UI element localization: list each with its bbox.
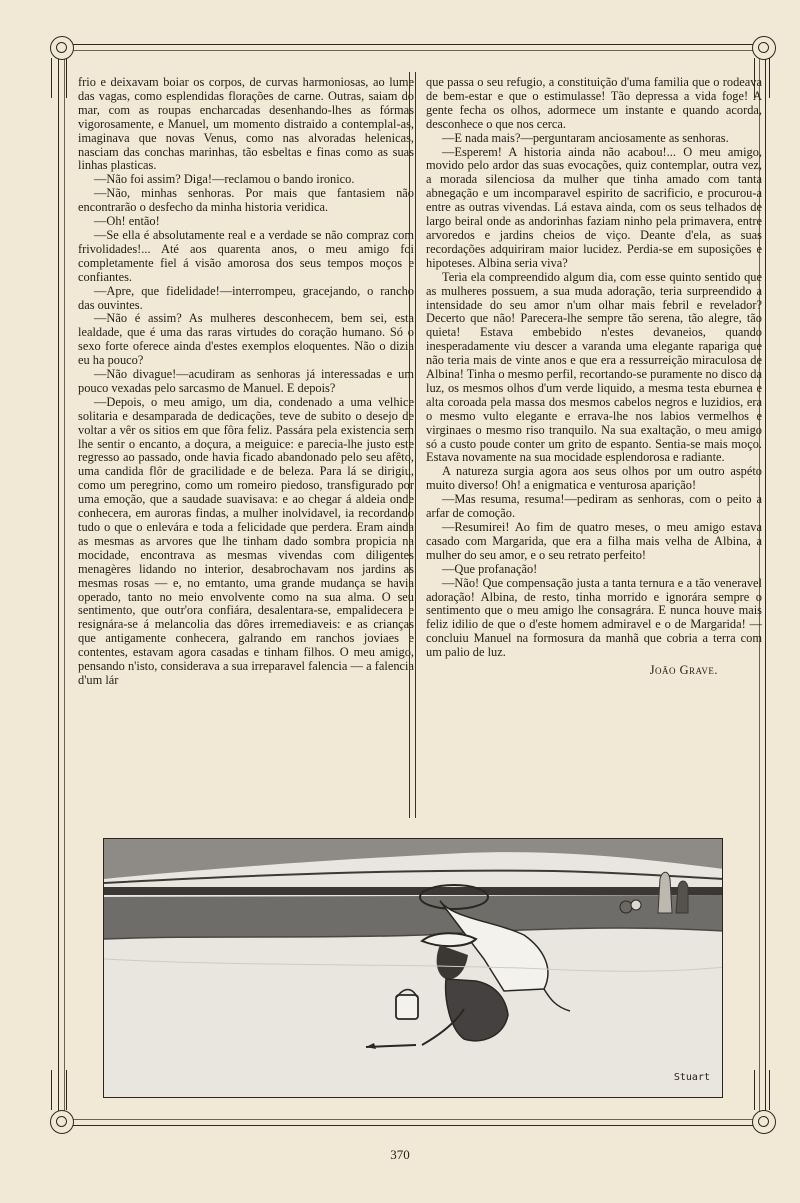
paragraph: —Não divague!—acudiram as senhoras já interessadas e um pouco vexadas pelo sarcasmo de Manuel. E depois? — [78, 367, 414, 395]
corner-ornament-top-right — [752, 36, 776, 60]
paragraph: —Resumirei! Ao fim de quatro meses, o meu amigo estava casado com Margarida, que era a filha mais velha de Albina, a mulher do seu amor, e o seu retrato perfeito! — [426, 520, 762, 562]
paragraph: —Não foi assim? Diga!—reclamou o bando ironico. — [94, 172, 355, 187]
paragraph: —Se ella é absolutamente real e a verdade se não compraz com frivolidades!... Até aos quarenta anos, o meu amigo foi completamente fiel á visão amorosa dos seus tempos moços e confiantes. — [78, 227, 414, 284]
side-ornament-left-top — [51, 58, 67, 98]
beach-scene-drawing — [104, 839, 723, 1098]
paragraph: —Que profanação! — [442, 561, 538, 576]
paragraph: —Apre, que fidelidade!—interrompeu, gracejando, o rancho das ouvintes. — [78, 283, 414, 312]
paragraph: —Oh! então! — [94, 214, 160, 229]
corner-ornament-bottom-right — [752, 1110, 776, 1134]
corner-ornament-bottom-left — [50, 1110, 74, 1134]
paragraph: —Não! Que compensação justa a tanta ternura e a tão veneravel adoração! Albina, de resto, tinha morrido e ignorára sempre o sentimento que o meu amigo lhe consagrára. E nunca houve mais feliz idilio de que o d'este homem admiravel e o de Margarida! — concluiu Manuel na formosura da manhã que cobria a terra com um palio de luz. — [426, 575, 762, 660]
artist-signature: Stuart — [673, 1072, 710, 1083]
article-left-column — [78, 76, 414, 688]
column-divider — [409, 72, 416, 818]
page-number: 370 — [390, 1147, 410, 1162]
paragraph: —Esperem! A historia ainda não acabou!... O meu amigo, movido pelo ardor das suas evocações, quiz contemplar, outra vez, a morada silenciosa da mulher que tinha amado com tanta abnegação e um incomparavel espirito de sacrificio, e procurou-a entre as outras vivendas. Lá estava ainda, com os seus telhados de largo beiral onde as andorinhas faziam ninho pela primavera, entre arvoredos e jardins cheios de viço. Deante d'ela, as suas recordações adquiriram maior lucidez. Perdia-se em suposições e hipoteses. Albina seria viva? — [426, 144, 762, 270]
beach-illustration — [103, 838, 723, 1098]
article-right-column — [426, 76, 762, 678]
paragraph: —Mas resuma, resuma!—pediram as senhoras, com o peito a arfar de comoção. — [426, 492, 762, 521]
corner-ornament-top-left — [50, 36, 74, 60]
paragraph: Teria ela compreendido algum dia, com esse quinto sentido que as mulheres possuem, a sua muda adoração, teria surpreendido a intensidade do seu amor n'um olhar mais febril e revelador? Decerto que não! Parecera-lhe sempre tão serena, tão alegre, tão quieta! Estava embebido n'estes devaneios, quando inesperadamente viu descer a varanda uma elegante rapariga que não teria mais de vinte anos e que era a ressurreição miraculosa de Albina! Tinha o mesmo perfil, recortando-se puramente no disco da luz, os mesmos olhos d'um verde liquido, a mesma testa eburnea e alta coroada pela massa dos mesmos cabelos negros e luzidios, era o mesmo vulto elegante e errava-lhe nos labios vermelhos e virginaes o mesmo riso tranquilo. Na sua exaltação, o meu amigo só a custo poude conter um grito de espanto. Sentia-se mais moço. Estava novamente na sua mocidade esplendorosa e radiante. — [426, 269, 762, 465]
author-signature: João Grave. — [649, 663, 718, 678]
paragraph: A natureza surgia agora aos seus olhos por um outro aspéto muito diverso! Oh! a enigmatica e venturosa aparição! — [426, 464, 762, 493]
paragraph: —Não, minhas senhoras. Por mais que fantasiem não encontrarão o desfecho da minha historia veridica. — [78, 186, 414, 215]
side-ornament-right — [754, 1070, 770, 1110]
side-ornament-left — [51, 1070, 67, 1110]
paragraph: —Depois, o meu amigo, um dia, condenado a uma velhice solitaria e desamparada de dedicações, teve de subito o desejo de voltar a vêr os sitios em que fôra feliz. Passára pela existencia sem lhe sentir o encanto, a doçura, a meiguice: e parecia-lhe justo este regresso ao passado, onde havia ficado abandonado pelo seu afêto, uma candida flôr de gracilidade e de beleza. Para lá se dirigiu, como um peregrino, como um romeiro piedoso, transfigurado por uma emoção, que a saudade suavisava: e ao chegar á aldeia onde conhecera, em auroras findas, a mulher inolvidavel, ia recordando tudo o que o enlevára e toda a felicidade que perdera. Eram ainda as mesmas as arvores que lhe tinham dado sombra propicia na mocidade, encontrava as mesmas vivendas com diligentes menagères lidando no interior, desabrochavam nos jardins as mesmas rosas — e, no emtanto, uma grande mudança se havia operado, tanto no meio envolvente como na sua alma. O seu sentimento, que outr'ora confiára, desalentara-se, empalidecera e resignára-se á melancolia das dôres irremediaveis: e as crianças que antigamente conhecera, galrando em ranchos joviaes e contentes, estavam agora casadas e tinham filhos. O meu amigo, pensando n'isto, considerava a sua irreparavel falencia — a falencia d'um lár — [78, 394, 414, 687]
paragraph: —E nada mais?—perguntaram anciosamente as senhoras. — [442, 130, 729, 145]
paragraph: —Não é assim? As mulheres desconhecem, bem sei, esta lealdade, que é uma das raras virtudes do coração humano. Só o sexo forte oferece ainda d'estes exemplos eloquentes. Não o dizia eu ha pouco? — [78, 311, 414, 368]
paragraph: frio e deixavam boiar os corpos, de curvas harmoniosas, ao lume das vagas, como esplendidas florações de carne. Outras, saiam do mar, com as roupas encharcadas desenhando-lhes as fórmas vigorosamente, e Manuel, um momento distraido a contemplal-as, imaginava que novas Venus, como nas alvoradas helenicas, nasciam das conchas marinhas, tão esbeltas e finas como as suas linhas plasticas. — [78, 75, 414, 173]
paragraph: que passa o seu refugio, a constituição d'uma familia que o rodeava de bem-estar e que o estimulasse! Tão depressa a vida foge! A gente fecha os olhos, adormece um instante e quando acorda, desconhece o que nos cerca. — [426, 75, 762, 131]
